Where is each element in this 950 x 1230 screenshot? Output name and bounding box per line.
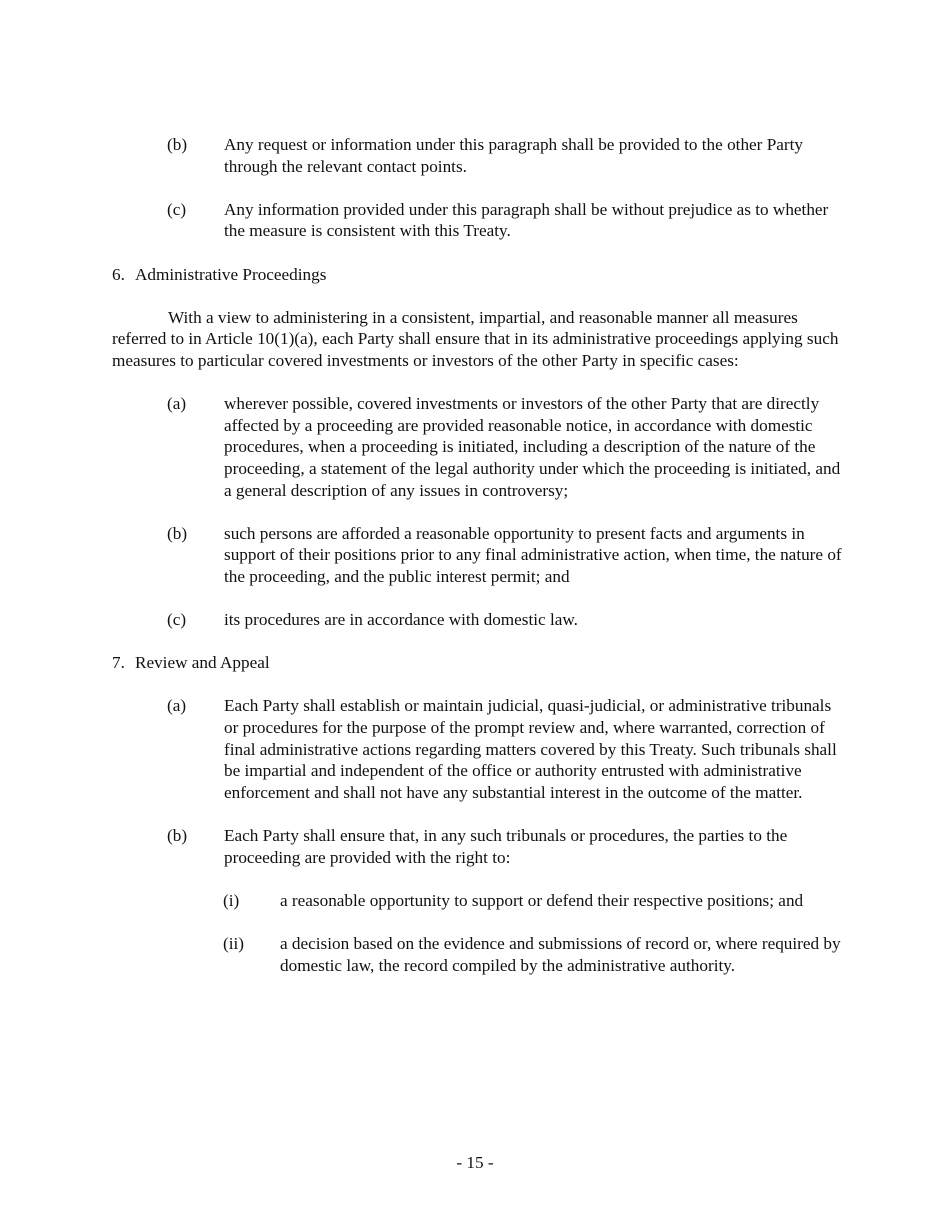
subitem-label: (i)	[223, 890, 240, 910]
section7-item-b	[112, 825, 842, 868]
page-number: - 15 -	[456, 1153, 494, 1172]
section6-item-c	[112, 609, 842, 631]
section5-item-b	[112, 134, 842, 177]
item-label: (c)	[167, 610, 187, 630]
item-label: (b)	[167, 826, 188, 845]
section6-intro: With a view to administering in a consistent, impartial, and reasonable manner all measures referred to in Article 10(1)(a), each Party shall ensure that in its administrative proceedings applying such measures to particular covered investments or investors of the other Party in specific cases:	[112, 307, 839, 370]
subitem-text: a decision based on the evidence and submissions of record or, where required by domestic law, the record compiled by the administrative authority.	[280, 933, 841, 975]
item-text: Each Party shall establish or maintain judicial, quasi-judicial, or administrative tribunals or procedures for the purpose of the prompt review and, where warranted, correction of final administrative actions regarding matters covered by this Treaty. Such tribunals shall be impartial and independent of the office or authority entrusted with administrative enforcement and shall not have any substantial interest in the outcome of the matter.	[224, 696, 837, 802]
section7-item-a	[112, 695, 842, 803]
item-text: such persons are afforded a reasonable opportunity to present facts and arguments in support of their positions prior to any final administrative action, when time, the nature of the proceeding, and the public interest permit; and	[224, 523, 842, 586]
section7-heading	[112, 652, 842, 674]
section-number: 7.	[112, 653, 125, 673]
document-page	[112, 134, 842, 998]
item-label: (a)	[167, 394, 187, 414]
item-label: (c)	[167, 199, 187, 219]
item-label: (b)	[167, 523, 188, 543]
item-label: (b)	[167, 135, 188, 154]
item-label: (a)	[167, 696, 187, 716]
section6-heading	[112, 264, 842, 286]
subitem-text: a reasonable opportunity to support or defend their respective positions; and	[280, 890, 804, 910]
section-title: Administrative Proceedings	[135, 264, 327, 284]
item-text: Each Party shall ensure that, in any such tribunals or procedures, the parties to the proceeding are provided with the right to:	[224, 826, 788, 867]
section-number: 6.	[112, 264, 125, 284]
item-text: Any request or information under this paragraph shall be provided to the other Party through the relevant contact points.	[224, 135, 803, 176]
section5-item-c	[112, 199, 842, 242]
section7-subitem-ii	[112, 933, 842, 976]
item-text: Any information provided under this paragraph shall be without prejudice as to whether the measure is consistent with this Treaty.	[224, 199, 829, 241]
subitem-label: (ii)	[223, 933, 244, 953]
item-text: wherever possible, covered investments or investors of the other Party that are directly affected by a proceeding are provided reasonable notice, in accordance with domestic procedures, when a proceeding is initiated, including a description of the nature of the proceeding, a statement of the legal authority under which the proceeding is initiated, and a general description of any issues in controversy;	[224, 394, 841, 500]
section6-item-b	[112, 523, 842, 588]
section-title: Review and Appeal	[135, 653, 270, 673]
section6-item-a	[112, 393, 842, 501]
item-text: its procedures are in accordance with domestic law.	[224, 610, 578, 630]
section7-subitem-i	[112, 890, 842, 912]
